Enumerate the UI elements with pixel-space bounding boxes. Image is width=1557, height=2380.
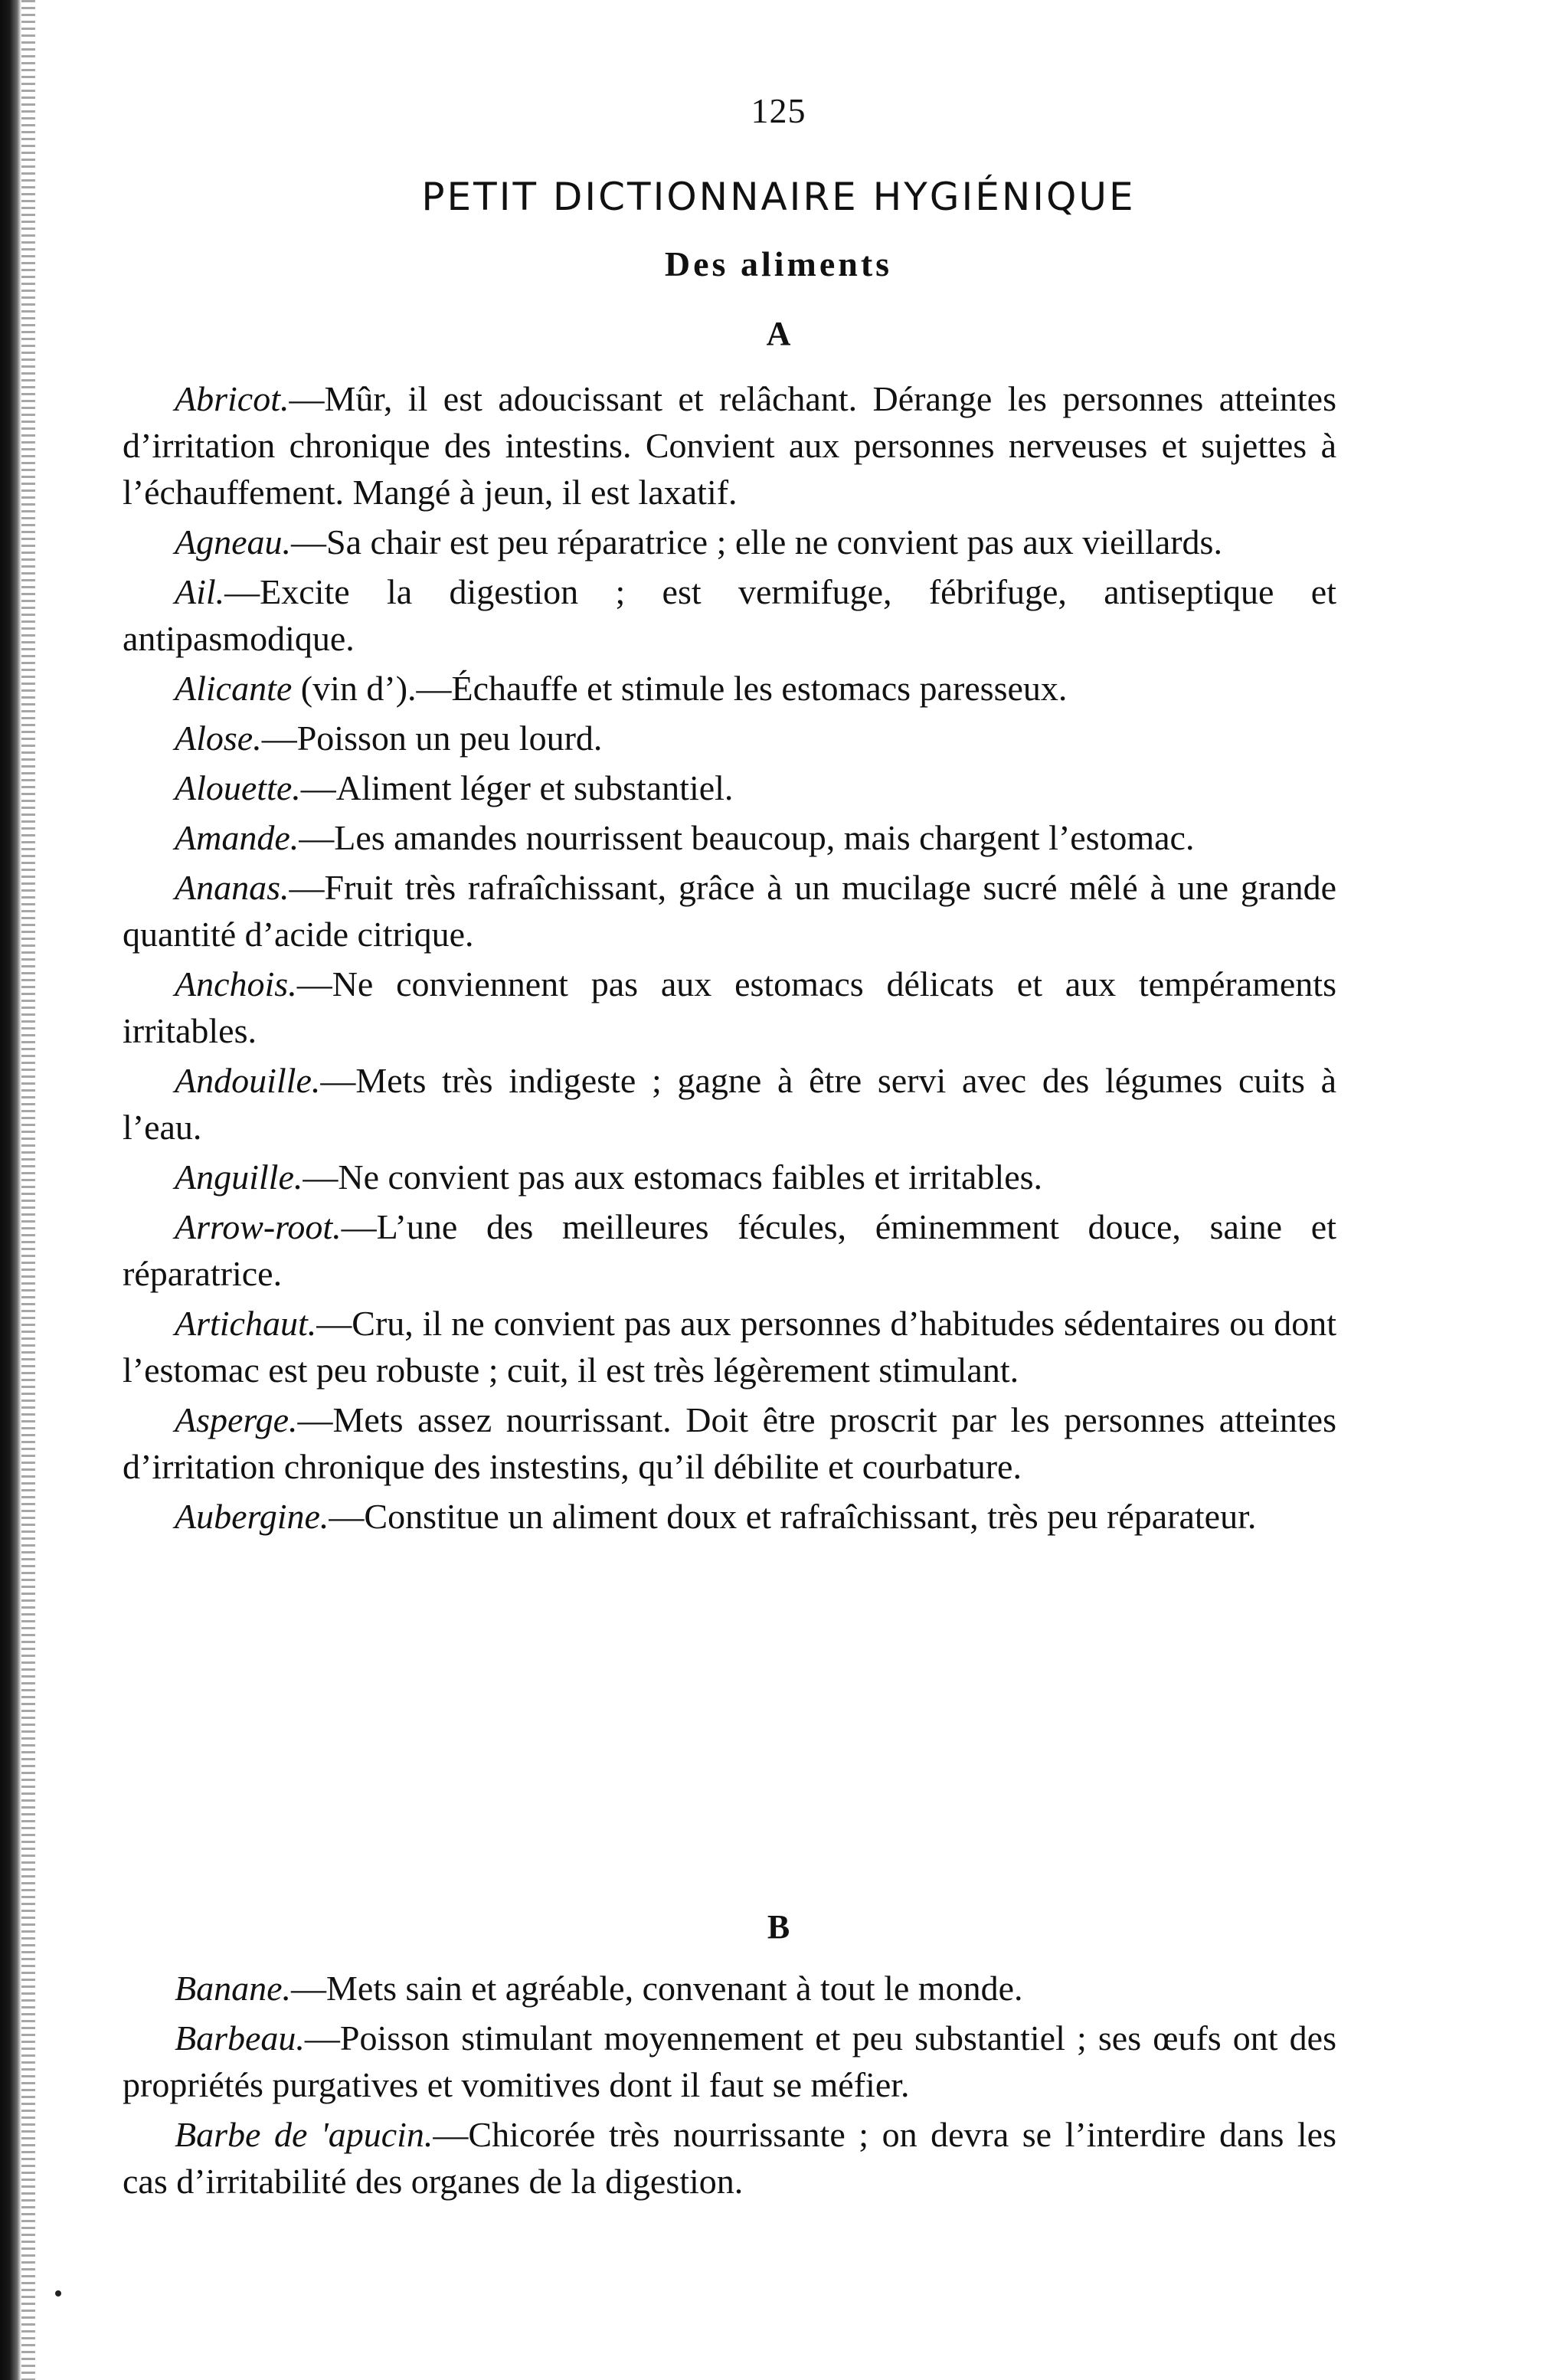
binding-edge [0,0,21,2380]
entry-text: —Mûr, il est adoucissant et relâchant. Dérange les personnes atteintes d’irritation chronique des intestins. Convient aux personnes nerveuses et sujettes à l’échauffement. Mangé à jeun, il est laxatif. [123,379,1336,512]
stray-ink-dot [55,2290,61,2297]
entry-ail [123,568,1336,662]
section-b-entries [123,1965,1336,2208]
entry-term: Artichaut. [175,1304,317,1343]
entry-term: Asperge. [175,1400,298,1439]
section-letter-a: A [766,315,791,352]
entry-text: (vin d’).—Échauffe et stimule les estomacs paresseux. [292,669,1068,708]
entry-term: Ail. [175,572,225,611]
entry-term: Andouille. [175,1061,321,1100]
entry-text: —Chicorée très nourrissante ; on devra se l’interdire dans les cas d’irritabilité des organes de la digestion. [123,2115,1336,2201]
entry-text: —Les amandes nourrissent beaucoup, mais chargent l’estomac. [299,818,1195,857]
entry-term: Alicante [175,669,293,708]
entry-alouette [123,764,1336,811]
entry-text: —Ne convient pas aux estomacs faibles et irritables. [303,1157,1043,1197]
entry-text: —Excite la digestion ; est vermifuge, fébrifuge, antiseptique et antipasmodique. [123,572,1336,658]
entry-text: —Fruit très rafraîchissant, grâce à un mucilage sucré mêlé à une grande quantité d’acide citrique. [123,868,1336,954]
entry-text: —Poisson un peu lourd. [261,719,603,758]
entry-artichaut [123,1300,1336,1393]
entry-text: —Cru, il ne convient pas aux personnes d’habitudes sédentaires ou dont l’estomac est peu robuste ; cuit, il est très légèrement stimulant. [123,1304,1336,1390]
entry-term: Anchois. [175,964,297,1003]
entry-term: Banane. [175,1969,292,2008]
entry-term: Barbe de 'apucin. [175,2115,433,2154]
entry-anguille [123,1154,1336,1200]
entry-ananas [123,864,1336,958]
entry-barbeau [123,2015,1336,2108]
entry-text: —Constitue un aliment doux et rafraîchissant, très peu réparateur. [329,1497,1257,1536]
entry-text: —Poisson stimulant moyennement et peu substantiel ; ses œufs ont des propriétés purgatives et vomitives dont il faut se méfier. [123,2018,1336,2104]
page-number: 125 [751,91,806,130]
entry-term: Anguille. [175,1157,303,1197]
entry-term: Amande. [175,818,299,857]
entry-term: Abricot. [175,379,289,418]
entry-andouille [123,1057,1336,1151]
entry-term: Barbeau. [175,2018,305,2058]
entry-barbe-de-capucin [123,2111,1336,2205]
entry-text: —Sa chair est peu réparatrice ; elle ne convient pas aux vieillards. [291,522,1222,561]
entry-arrow-root [123,1203,1336,1297]
entry-aubergine [123,1493,1336,1540]
entry-text: —Mets assez nourrissant. Doit être proscrit par les personnes atteintes d’irritation chronique des instestins, qu’il débilite et courbature. [123,1400,1336,1486]
section-a-entries [123,375,1336,1543]
entry-alicante [123,665,1336,712]
entry-anchois [123,961,1336,1054]
entry-text: —L’une des meilleures fécules, éminemment douce, saine et réparatrice. [123,1207,1336,1293]
entry-alose [123,715,1336,761]
entry-agneau [123,519,1336,565]
entry-abricot [123,375,1336,516]
entry-term: Alouette. [175,768,301,807]
page-title: PETIT DICTIONNAIRE HYGIÉNIQUE [421,175,1136,219]
entry-text: —Mets très indigeste ; gagne à être servi avec des légumes cuits à l’eau. [123,1061,1336,1147]
page-subtitle: Des aliments [664,244,893,283]
entry-text: —Mets sain et agréable, convenant à tout le monde. [291,1969,1023,2008]
entry-amande [123,814,1336,861]
entry-term: Alose. [175,719,262,758]
entry-term: Aubergine. [175,1497,329,1536]
entry-asperge [123,1396,1336,1490]
section-letter-b: B [767,1908,790,1946]
entry-text: —Aliment léger et substantiel. [300,768,734,807]
entry-text: —Ne conviennent pas aux estomacs délicats et aux tempéraments irritables. [123,964,1336,1050]
entry-banane [123,1965,1336,2012]
entry-term: Agneau. [175,522,292,561]
entry-term: Ananas. [175,868,289,907]
entry-term: Arrow-root. [175,1207,342,1246]
